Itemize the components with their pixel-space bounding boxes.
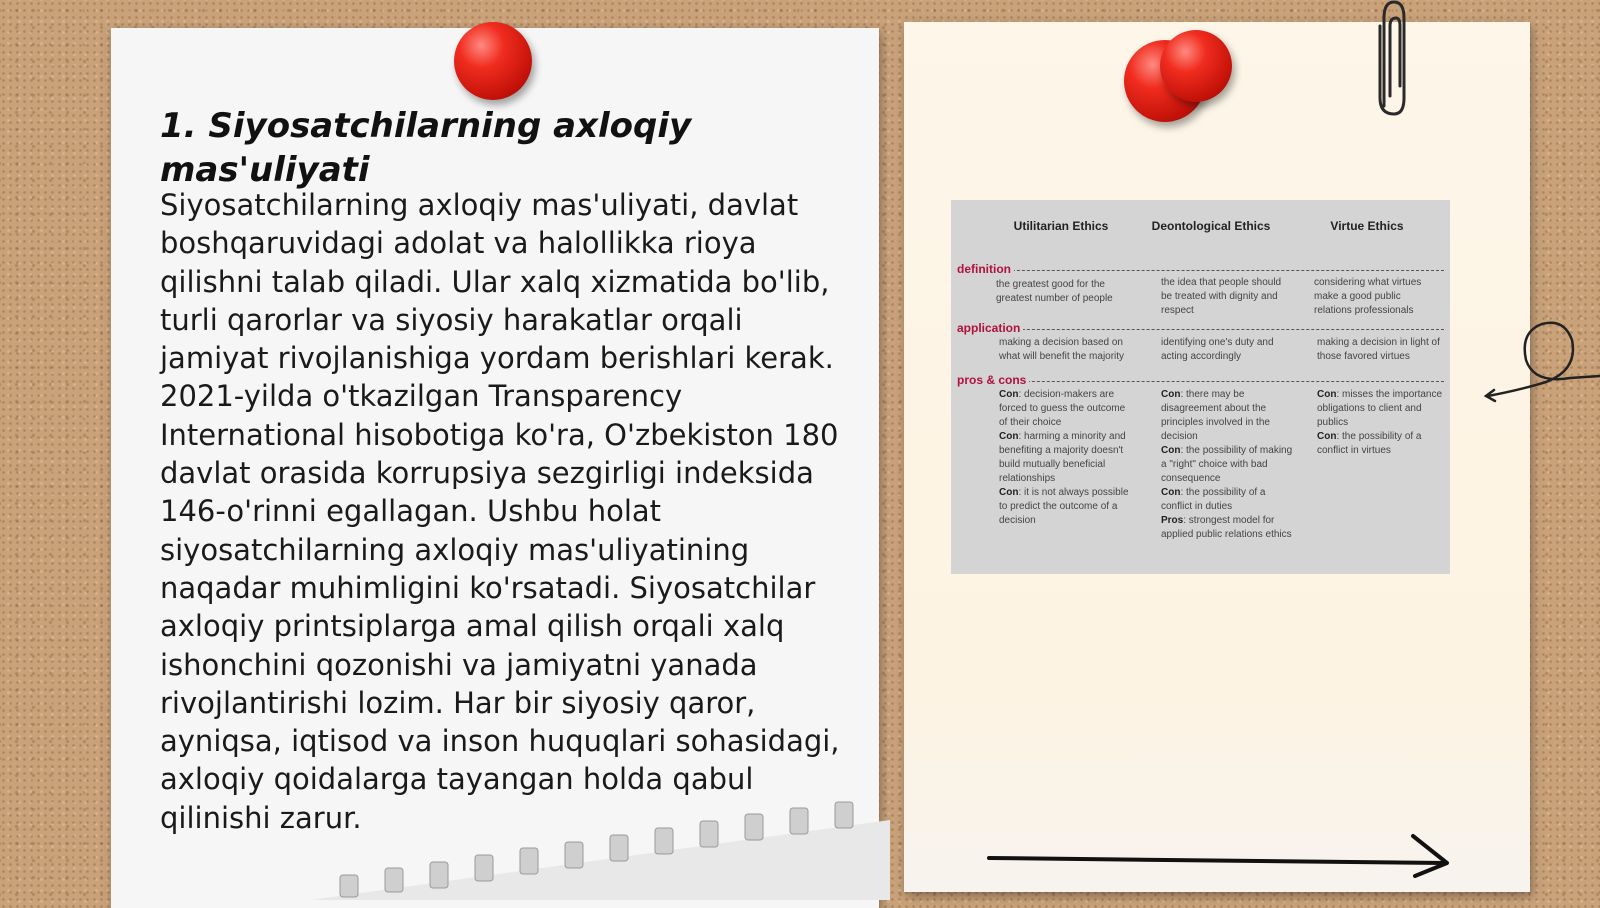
cell-definition-virtue: considering what virtues make a good public relations professionals [1314,277,1422,316]
slide-body-text: Siyosatchilarning axloqiy mas'uliyati, davlat boshqaruvidagi adolat va halollikka rioya qilishni talab qiladi. Ular xalq xizmatida bo'lib, turli qarorlar va siyosiy harakatlar orqali jamiyat rivojlanishiga yordam berishlari kerak. 2021-yilda o'tkazilgan Transparency International hisobotiga ko'ra, O'zbekiston 180 davlat orasida korrupsiya sezgirligi indeksida 146-o'rinni egallagan. Ushbu holat siyosatchilarning axloqiy mas'uliyatining naqadar muhimligini ko'rsatadi. Siyosatchilar axloqiy printsiplarga amal qilish orqali xalq ishonchini qozonishi va jamiyatni yanada rivojlantirishi lozim. Har bir siyosiy qaror, ayniqsa, iqtisod va inson huquqlari sohasidagi, axloqiy qoidalarga tayangan holda qabul qilinishi zarur. [160,188,840,835]
cell-application-deontological: identifying one's duty and acting accordingly [1161,337,1274,362]
row-label-application: application [957,321,1023,335]
push-pin-icon [454,22,532,100]
cell-application-utilitarian: making a decision based on what will benefit the majority [999,337,1125,362]
cell-definition-deontological: the idea that people should be treated with dignity and respect [1161,277,1282,316]
column-header-virtue: Virtue Ethics [1330,219,1404,233]
row-divider [957,329,1444,330]
row-label-definition: definition [957,262,1014,276]
cell-application-virtue: making a decision in light of those favored virtues [1317,337,1440,362]
row-divider [957,381,1444,382]
con-item: Con: it is not always possible to predict the outcome of a decision [999,487,1129,526]
slide-title: 1. Siyosatchilarning axloqiy mas'uliyati [160,106,692,190]
con-item: Con: the possibility of a conflict in virtues [1317,431,1422,456]
row-divider [957,270,1444,271]
arrow-right-icon [985,830,1455,880]
column-header-deontological: Deontological Ethics [1151,219,1271,233]
con-item: Con: decision-makers are forced to guess the outcome of their choice [999,389,1126,428]
cell-pros-cons-virtue [1317,388,1447,458]
row-label-pros-cons: pros & cons [957,373,1029,387]
con-item: Con: harming a minority and benefiting a majority doesn't build mutually beneficial relationships [999,431,1126,484]
con-item: Con: the possibility of making a "right" choice with bad consequence [1161,445,1293,484]
con-item: Con: the possibility of a conflict in duties [1161,487,1266,512]
con-item: Con: misses the importance obligations to client and publics [1317,389,1443,428]
spiral-curl-icon [1480,312,1600,412]
cell-pros-cons-deontological [1161,388,1293,542]
push-pin-icon [1160,30,1232,102]
column-header-utilitarian: Utilitarian Ethics [1013,219,1109,233]
cell-definition-utilitarian: the greatest good for the greatest number of people [996,279,1113,304]
pro-item: Pros: strongest model for applied public relations ethics [1161,515,1292,540]
cell-pros-cons-utilitarian [999,388,1135,528]
con-item: Con: there may be disagreement about the principles involved in the decision [1161,389,1270,442]
ethics-comparison-table [951,200,1450,574]
paperclip-icon [1374,0,1408,120]
